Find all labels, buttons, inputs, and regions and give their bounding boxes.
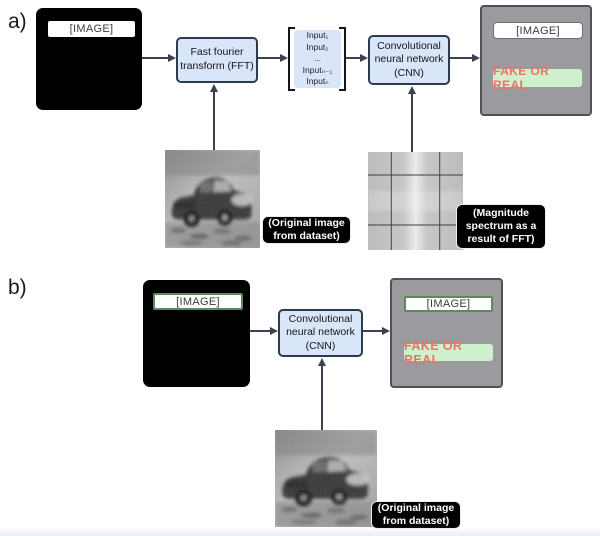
arrow-a-inputs-to-cnn xyxy=(346,54,368,63)
arrow-head-right-icon xyxy=(360,54,368,62)
page-bottom-strip xyxy=(0,527,600,536)
fft-box-label: Fast fourier transform (FFT) xyxy=(180,46,254,72)
original-car-photo-a xyxy=(165,150,260,248)
arrow-line xyxy=(346,57,361,60)
fft-box xyxy=(176,37,258,83)
arrow-b-cnn-to-output xyxy=(363,327,390,336)
arrow-line xyxy=(363,330,383,333)
input-vector-item: ... xyxy=(313,53,322,64)
fake-or-real-badge: FAKE OR REAL xyxy=(493,69,582,87)
car-image xyxy=(165,150,260,248)
arrow-a-cnn-to-output xyxy=(450,54,480,63)
section-a-label: a) xyxy=(8,10,27,33)
arrow-line xyxy=(321,364,324,430)
arrow-a-car-to-fft xyxy=(210,84,219,150)
input-vector-body xyxy=(294,30,341,88)
arrow-head-right-icon xyxy=(270,327,278,335)
arrow-line xyxy=(411,92,414,152)
arrow-a-image-to-fft xyxy=(142,54,176,63)
arrow-a-spectrum-to-cnn xyxy=(408,86,417,152)
magnitude-spectrum-photo xyxy=(368,152,463,250)
section-a-output-box xyxy=(480,5,592,116)
input-vector-item: Input₂ xyxy=(306,41,329,52)
image-placeholder-label: [IMAGE] xyxy=(404,296,493,312)
arrow-line xyxy=(142,57,169,60)
section-a-input-image-box xyxy=(36,8,142,110)
section-b-input-image-box xyxy=(143,280,250,387)
cnn-box-label: Convolutional neural network (CNN) xyxy=(286,312,355,352)
arrow-line xyxy=(213,90,216,150)
arrow-head-right-icon xyxy=(382,327,390,335)
arrow-b-image-to-cnn xyxy=(250,327,278,336)
image-placeholder-label: [IMAGE] xyxy=(48,21,135,37)
image-placeholder-label: [IMAGE] xyxy=(153,293,243,310)
input-vector-item: Inputₙ xyxy=(306,76,329,87)
cnn-box-a xyxy=(368,35,450,85)
original-car-photo-b xyxy=(275,430,377,527)
fake-or-real-badge: FAKE OR REAL xyxy=(404,344,493,361)
arrow-head-right-icon xyxy=(280,54,288,62)
image-placeholder-label: [IMAGE] xyxy=(493,22,583,39)
spectrum-caption: (Magnitude spectrum as a result of FFT) xyxy=(456,204,546,249)
input-vector-item: Input₁ xyxy=(306,30,329,41)
spectrum-image xyxy=(368,152,463,250)
cnn-box-b xyxy=(278,309,363,357)
right-bracket-icon xyxy=(339,27,346,91)
original-image-caption-b: (Original image from dataset) xyxy=(371,501,461,529)
car-image xyxy=(275,430,377,527)
arrow-b-car-to-cnn xyxy=(318,358,327,430)
section-b-output-box xyxy=(390,278,503,388)
cnn-box-label: Convolutional neural network (CNN) xyxy=(374,39,444,79)
arrow-line xyxy=(258,57,281,60)
arrow-line xyxy=(450,57,473,60)
section-b-label: b) xyxy=(8,276,27,299)
arrow-line xyxy=(250,330,271,333)
arrow-head-right-icon xyxy=(472,54,480,62)
arrow-head-right-icon xyxy=(168,54,176,62)
original-image-caption-a: (Original image from dataset) xyxy=(262,216,351,244)
input-vector-item: Inputₙ₋₁ xyxy=(302,64,333,75)
arrow-a-fft-to-inputs xyxy=(258,54,288,63)
